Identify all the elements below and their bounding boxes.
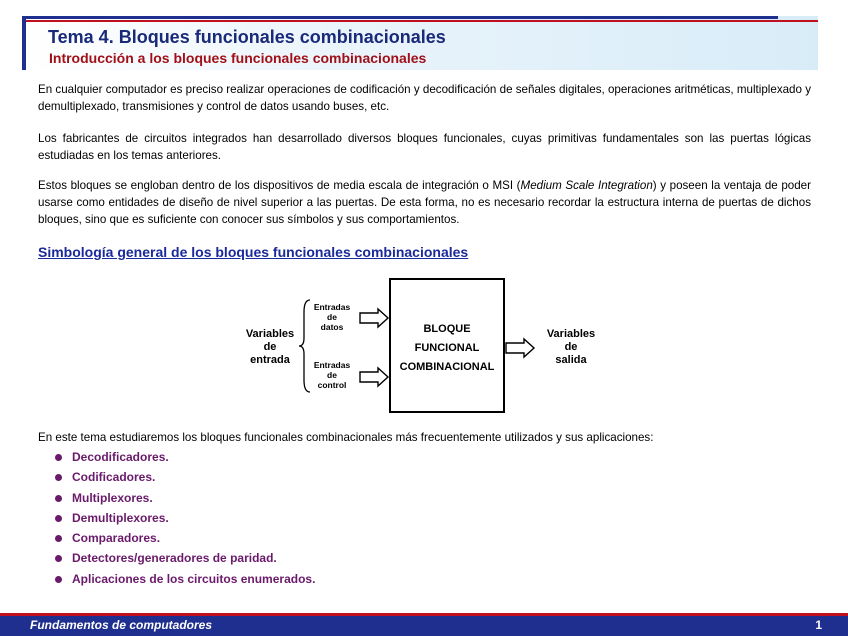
bullet-icon: [55, 555, 62, 562]
block-diagram: [230, 276, 620, 421]
inputs-label-line3: entrada: [250, 354, 290, 366]
list-item-label: Codificadores.: [72, 470, 156, 485]
slide-header: [22, 16, 818, 70]
outputs-label: [538, 328, 604, 367]
list-item-label: Aplicaciones de los circuitos enumerados.: [72, 571, 316, 586]
intro-text: En este tema estudiaremos los bloques funcionales combinacionales más frecuentemente utilizados y sus aplicaciones:: [38, 431, 654, 444]
control-inputs-line2: de: [327, 370, 337, 380]
control-inputs-label: [308, 360, 356, 390]
msi-text-end: ) y poseen la ventaja de poder usarse como entidades de diseño de nivel superior a las puertas. De esta forma, no es necesario recordar la estructura interna de puertas de dichos bloques, sino que es suficiente con conocer sus símbolos y sus comportamientos.: [38, 179, 811, 226]
paragraph-operations: En cualquier computador es preciso realizar operaciones de codificación y decodificación de señales digitales, operaciones aritméticas, multiplexado y demultiplexado, transmisiones y control de datos usando buses, etc.: [38, 83, 811, 113]
footer-course-name: Fundamentos de computadores: [30, 618, 213, 632]
list-item-label: Decodificadores.: [72, 450, 169, 464]
list-item: [55, 469, 315, 489]
slide-subtitle: Introducción a los bloques funcionales combinacionales: [49, 50, 427, 66]
header-top-line: [22, 16, 778, 19]
list-item-label: Comparadores.: [72, 531, 161, 546]
bullet-icon: [55, 474, 62, 481]
list-item: [55, 510, 315, 530]
list-item: [55, 550, 315, 570]
block-line3: COMBINACIONAL: [399, 361, 495, 373]
control-inputs-line1: Entradas: [313, 360, 351, 370]
section-title-symbology: Simbología general de los bloques funcionales combinacionales: [38, 244, 469, 260]
header-left-bar: [22, 19, 26, 70]
block-line1: BLOQUE: [423, 323, 471, 335]
header-red-line: [22, 20, 818, 22]
slide-title: Tema 4. Bloques funcionales combinacionales: [48, 27, 446, 47]
list-item-label: Detectores/generadores de paridad.: [72, 551, 277, 566]
bullet-icon: [55, 576, 62, 583]
control-input-arrow: [360, 368, 388, 386]
footer-red-line: [0, 613, 848, 616]
block-line2: FUNCIONAL: [414, 342, 480, 354]
msi-italic: Medium Scale Integration: [520, 179, 653, 192]
functional-block: [389, 278, 505, 413]
data-inputs-label: [308, 302, 356, 332]
inputs-label-line1: Variables: [245, 328, 295, 340]
paragraph-manufacturers: Los fabricantes de circuitos integrados han desarrollado diversos bloques funcionales, cuyas primitivas fundamentales son las puertas lógicas estudiadas en los temas anteriores.: [38, 132, 811, 162]
data-inputs-line3: datos: [320, 322, 344, 332]
data-inputs-line2: de: [327, 312, 337, 322]
control-inputs-line3: control: [317, 380, 347, 390]
page-number: 1: [815, 618, 822, 632]
msi-text-start: Estos bloques se engloban dentro de los dispositivos de media escala de integración o MSI (: [38, 179, 521, 192]
list-item-label: Demultiplexores.: [72, 510, 169, 525]
bullet-icon: [55, 495, 62, 502]
outputs-label-line2: de: [564, 341, 578, 353]
functional-block-label: [391, 320, 503, 377]
data-input-arrow: [360, 309, 388, 327]
output-arrow: [506, 339, 534, 357]
list-item-label: Multiplexores.: [72, 490, 153, 505]
outputs-label-line1: Variables: [546, 328, 596, 340]
bullet-icon: [55, 515, 62, 522]
bullet-icon: [55, 454, 62, 461]
list-item: [55, 571, 315, 591]
list-item: [55, 530, 315, 550]
list-item: [55, 490, 315, 510]
slide-footer: [0, 613, 848, 636]
data-inputs-line1: Entradas: [313, 302, 351, 312]
bullet-icon: [55, 535, 62, 542]
applications-list: [55, 449, 315, 591]
outputs-label-line3: salida: [555, 354, 587, 366]
list-item: [55, 449, 315, 469]
paragraph-msi: [38, 177, 811, 228]
inputs-label: [242, 328, 298, 367]
inputs-label-line2: de: [263, 341, 277, 353]
